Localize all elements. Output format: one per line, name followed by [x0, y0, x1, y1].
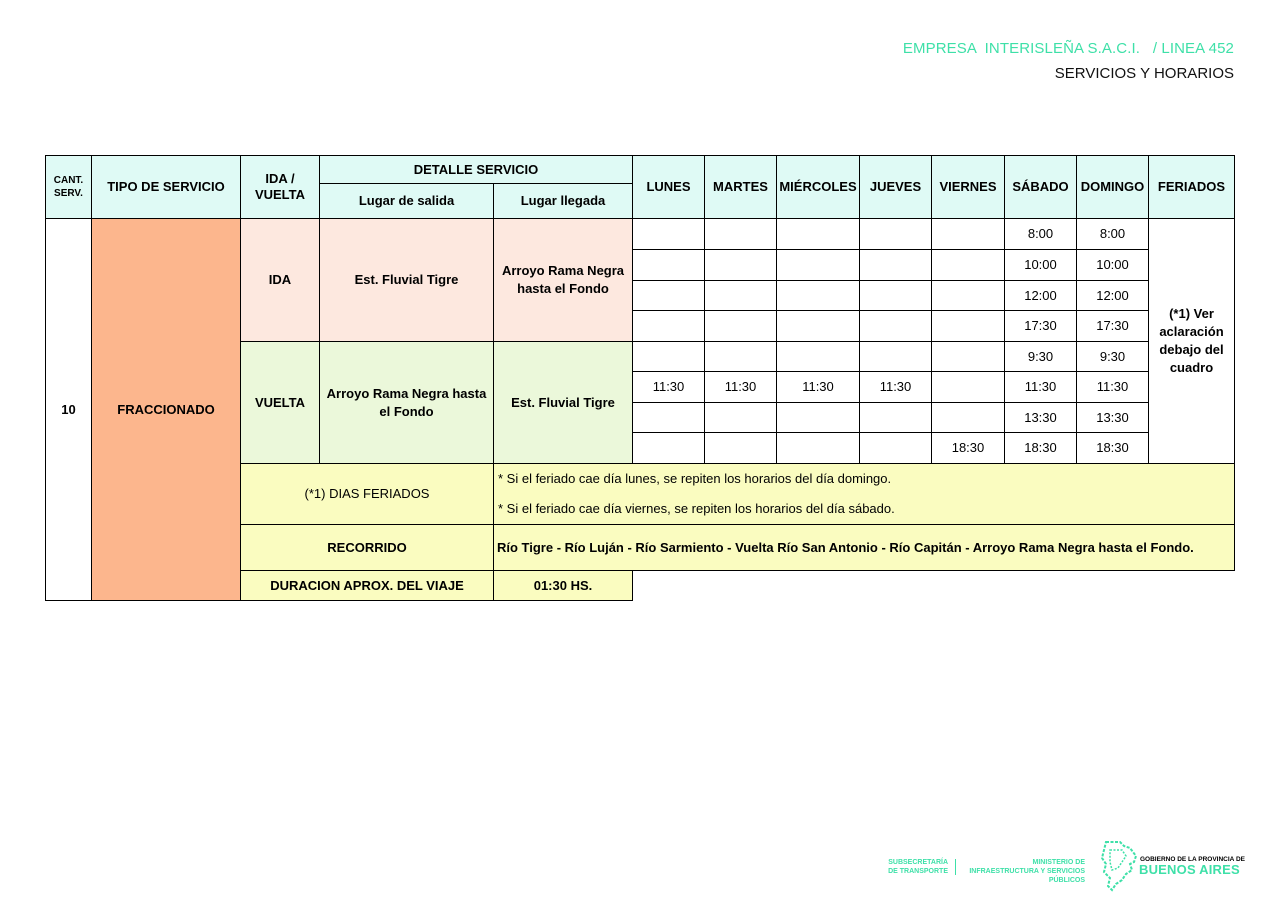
time-cell: 17:30 — [1077, 311, 1149, 342]
footer-subsecretaria: SUBSECRETARÍA DE TRANSPORTE — [888, 859, 948, 875]
tipo-servicio-value: FRACCIONADO — [92, 219, 241, 601]
header-lugar-salida: Lugar de salida — [320, 184, 494, 219]
time-cell — [633, 342, 705, 372]
time-cell — [777, 250, 860, 281]
header-day-sabado: SÁBADO — [1005, 156, 1077, 219]
time-cell — [705, 342, 777, 372]
vuelta-llegada: Est. Fluvial Tigre — [494, 342, 633, 464]
time-cell — [932, 281, 1005, 311]
time-cell: 11:30 — [633, 372, 705, 403]
time-cell — [633, 219, 705, 250]
duracion-label: DURACION APROX. DEL VIAJE — [241, 571, 494, 601]
header-day-lunes: LUNES — [633, 156, 705, 219]
header-ida-vuelta: IDA / VUELTA — [241, 156, 320, 219]
time-cell — [633, 311, 705, 342]
time-cell — [777, 281, 860, 311]
time-cell: 18:30 — [1005, 433, 1077, 464]
dias-feriados-notes — [494, 464, 1235, 525]
time-cell — [777, 433, 860, 464]
time-cell: 8:00 — [1005, 219, 1077, 250]
header-day-miercoles: MIÉRCOLES — [777, 156, 860, 219]
time-cell — [860, 433, 932, 464]
time-cell — [633, 433, 705, 464]
time-cell — [705, 250, 777, 281]
time-cell — [860, 311, 932, 342]
header-day-domingo: DOMINGO — [1077, 156, 1149, 219]
time-cell — [705, 311, 777, 342]
time-cell: 17:30 — [1005, 311, 1077, 342]
cant-serv-value: 10 — [46, 219, 92, 601]
time-cell — [932, 250, 1005, 281]
feriado-note-lunes: * Si el feriado cae día lunes, se repiten los horarios del día domingo. — [498, 471, 892, 486]
time-cell: 9:30 — [1005, 342, 1077, 372]
footer-divider — [955, 859, 956, 875]
time-cell — [633, 403, 705, 433]
time-cell — [932, 403, 1005, 433]
feriado-note-viernes: * Si el feriado cae día viernes, se repiten los horarios del día sábado. — [498, 501, 895, 516]
header-day-jueves: JUEVES — [860, 156, 932, 219]
time-cell: 13:30 — [1077, 403, 1149, 433]
time-cell: 11:30 — [705, 372, 777, 403]
time-cell — [705, 219, 777, 250]
time-cell — [932, 372, 1005, 403]
vuelta-label: VUELTA — [241, 342, 320, 464]
time-cell: 12:00 — [1077, 281, 1149, 311]
header-row-1 — [46, 156, 1235, 184]
footer-ministerio: MINISTERIO DE INFRAESTRUCTURA Y SERVICIOS PÚBLICOS — [969, 859, 1085, 884]
time-cell: 13:30 — [1005, 403, 1077, 433]
dias-feriados-label: (*1) DIAS FERIADOS — [241, 464, 494, 525]
page-subtitle: SERVICIOS Y HORARIOS — [1054, 65, 1234, 82]
time-cell — [932, 219, 1005, 250]
company-line-title: EMPRESA INTERISLEÑA S.A.C.I. / LINEA 452 — [902, 40, 1234, 57]
header-tipo-servicio: TIPO DE SERVICIO — [92, 156, 241, 219]
time-cell — [777, 219, 860, 250]
time-cell: 10:00 — [1005, 250, 1077, 281]
time-cell: 18:30 — [932, 433, 1005, 464]
time-cell: 12:00 — [1005, 281, 1077, 311]
time-cell — [777, 342, 860, 372]
feriados-note: (*1) Ver aclaración debajo del cuadro — [1149, 219, 1235, 464]
time-cell — [705, 433, 777, 464]
header-detalle-servicio: DETALLE SERVICIO — [320, 156, 633, 184]
time-cell: 9:30 — [1077, 342, 1149, 372]
time-cell — [860, 250, 932, 281]
schedule-table — [45, 155, 1235, 601]
time-cell — [705, 403, 777, 433]
time-cell — [860, 403, 932, 433]
ida-llegada: Arroyo Rama Negra hasta el Fondo — [494, 219, 633, 342]
header-day-viernes: VIERNES — [932, 156, 1005, 219]
footer-gobierno: GOBIERNO DE LA PROVINCIA DE — [1140, 856, 1245, 863]
recorrido-label: RECORRIDO — [241, 525, 494, 571]
header-cant-serv: CANT. SERV. — [46, 156, 92, 219]
duracion-value: 01:30 HS. — [494, 571, 633, 601]
time-cell — [860, 219, 932, 250]
vuelta-salida: Arroyo Rama Negra hasta el Fondo — [320, 342, 494, 464]
table-row — [46, 219, 1235, 250]
time-cell: 11:30 — [1005, 372, 1077, 403]
time-cell — [932, 311, 1005, 342]
time-cell: 10:00 — [1077, 250, 1149, 281]
time-cell: 18:30 — [1077, 433, 1149, 464]
time-cell: 11:30 — [1077, 372, 1149, 403]
header-lugar-llegada: Lugar llegada — [494, 184, 633, 219]
header-feriados: FERIADOS — [1149, 156, 1235, 219]
time-cell — [777, 311, 860, 342]
ida-label: IDA — [241, 219, 320, 342]
footer-buenos-aires: BUENOS AIRES — [1139, 862, 1240, 877]
header-day-martes: MARTES — [705, 156, 777, 219]
time-cell — [633, 281, 705, 311]
time-cell — [705, 281, 777, 311]
province-map-logo-icon — [1100, 840, 1138, 892]
empty-area — [633, 571, 1235, 601]
time-cell — [860, 342, 932, 372]
time-cell: 8:00 — [1077, 219, 1149, 250]
ida-salida: Est. Fluvial Tigre — [320, 219, 494, 342]
time-cell: 11:30 — [777, 372, 860, 403]
time-cell — [777, 403, 860, 433]
time-cell — [860, 281, 932, 311]
time-cell: 11:30 — [860, 372, 932, 403]
time-cell — [633, 250, 705, 281]
time-cell — [932, 342, 1005, 372]
recorrido-value: Río Tigre - Río Luján - Río Sarmiento - Vuelta Río San Antonio - Río Capitán - Arroyo Rama Negra hasta el Fondo. — [494, 525, 1235, 571]
